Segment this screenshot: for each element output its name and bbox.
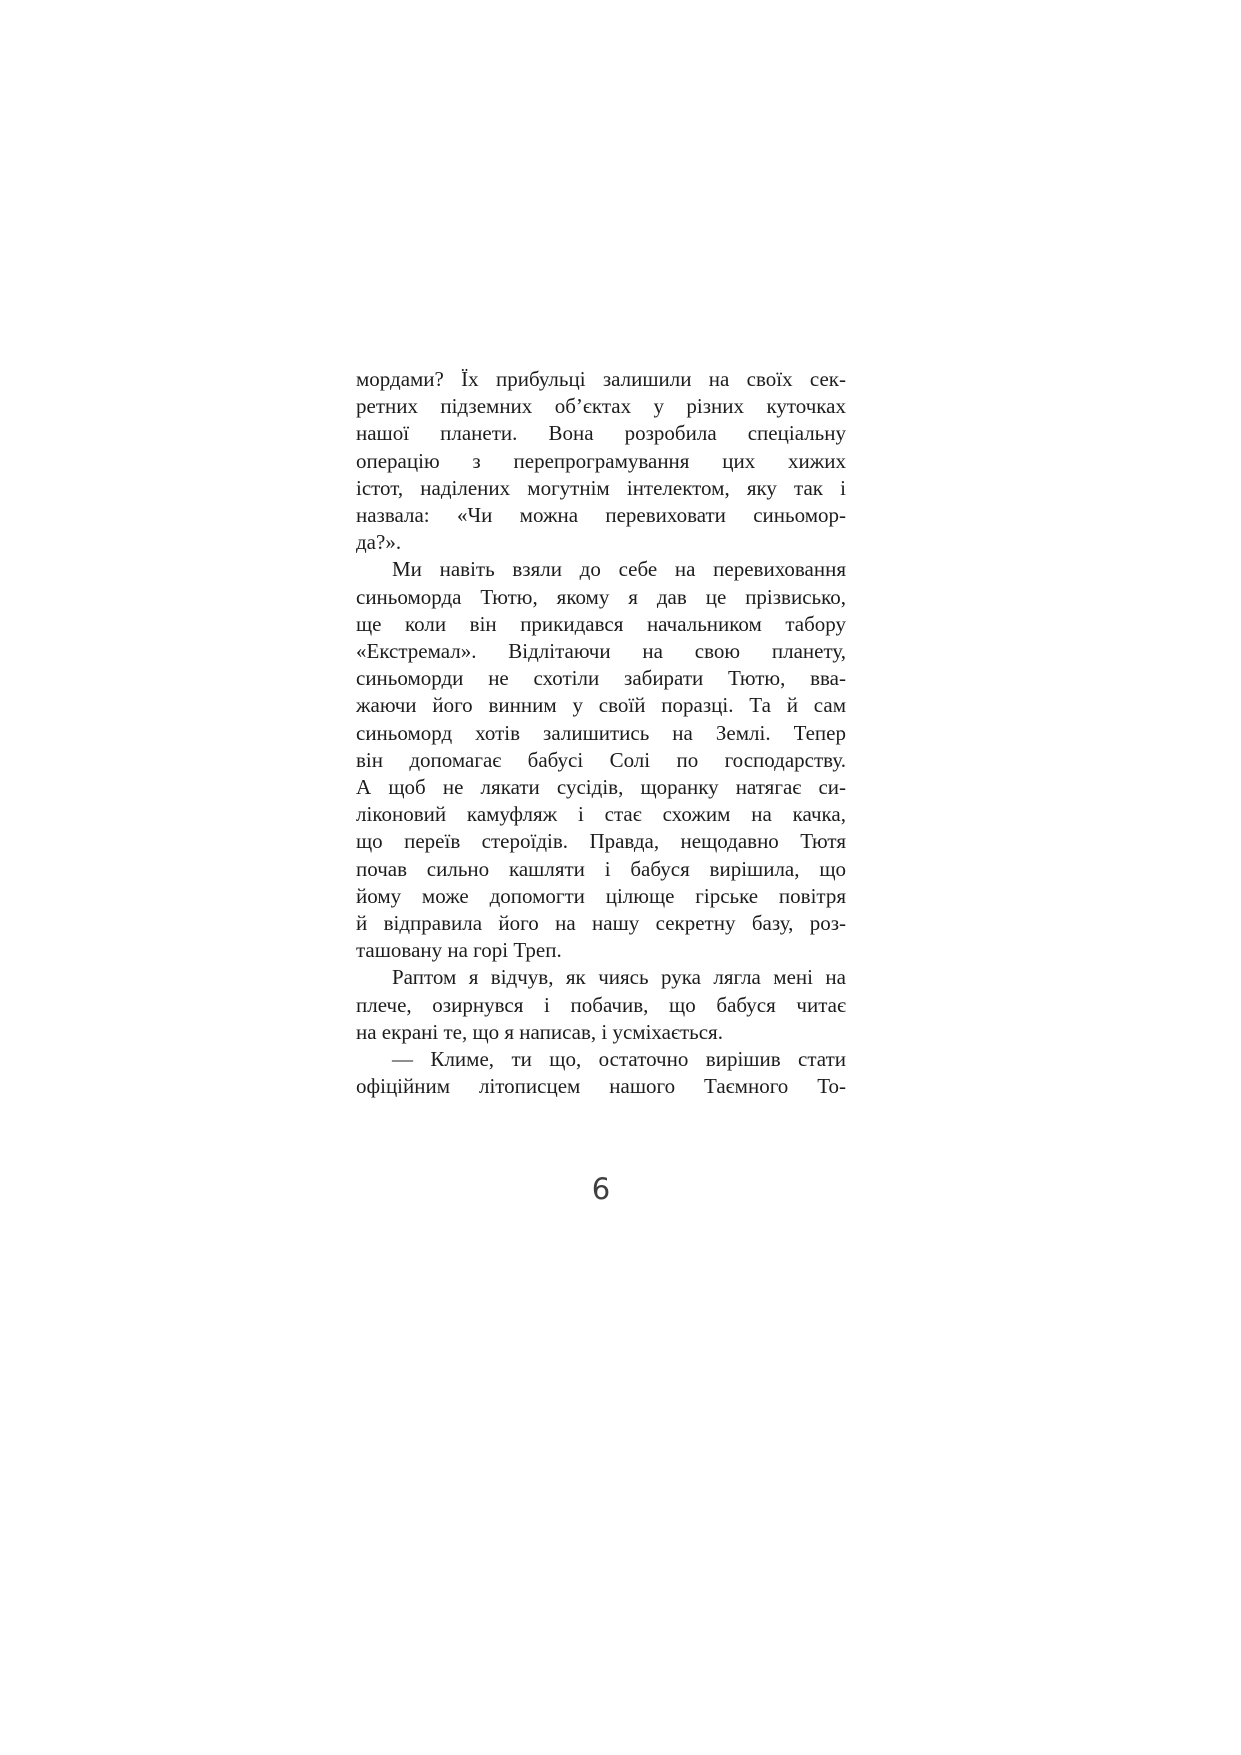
text-line: що переїв стероїдів. Правда, нещодавно Тютя [356,829,846,854]
text-line: нашої планети. Вона розробила спеціальну [356,421,846,446]
text-line: А щоб не лякати сусідів, щоранку натягає си- [356,775,846,800]
text-line: плече, озирнувся і побачив, що бабуся читає [356,992,846,1017]
text-line: мордами? Їх прибульці залишили на своїх сек- [356,367,846,391]
text-line: Раптом я відчув, як чиясь рука лягла мені на [392,965,846,990]
text-line: Ми навіть взяли до себе на перевиховання [392,557,846,582]
text-line: синьоморда Тютю, якому я дав це прізвисько, [356,584,846,609]
text-line: він допомагає бабусі Солі по господарству. [356,747,846,772]
page-text [356,366,846,1100]
text-line: почав сильно кашляти і бабуся вирішила, що [356,856,846,881]
text-line: назвала: «Чи можна перевиховати синьомор- [356,503,846,528]
text-line: ташовану на горі Треп. [356,938,562,963]
text-line: ліконовий камуфляж і стає схожим на качка, [356,802,846,827]
text-line: синьоморд хотів залишитись на Землі. Тепер [356,720,846,745]
text-line: операцію з перепрограмування цих хижих [356,448,846,473]
text-line: «Екстремал». Відлітаючи на свою планету, [356,639,846,664]
text-line: синьоморди не схотіли забирати Тютю, вва- [356,666,846,691]
text-line: істот, наділених могутнім інтелектом, яку так і [356,475,846,500]
text-line: йому може допомогти цілюще гірське повітря [356,883,846,908]
text-line: й відправила його на нашу секретну базу, роз- [356,911,846,936]
text-line: на екрані те, що я написав, і усміхається. [356,1019,723,1044]
text-line: — Климе, ти що, остаточно вирішив стати [392,1047,846,1072]
text-line: жаючи його винним у своїй поразці. Та й сам [356,693,846,718]
text-line: ретних підземних об’єктах у різних куточках [356,394,846,419]
text-line: да?». [356,530,402,555]
text-line: ще коли він прикидався начальником табору [356,611,846,636]
page-number: 6 [591,1172,611,1206]
text-line: офіційним літописцем нашого Таємного То- [356,1074,846,1099]
